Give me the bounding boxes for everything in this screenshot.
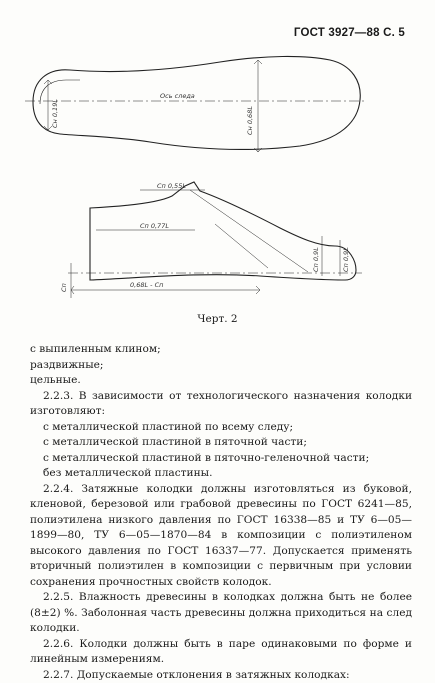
front-dim-label: Сн 0,68L <box>246 106 254 135</box>
paragraph-2-2-5: 2.2.5. Влажность древесины в колодках должна быть не более (8±2) %. Заболонная часть древесины должна приходиться на след колодки. <box>30 590 412 637</box>
toe-dim-label-right: Сп 0,9L <box>342 247 350 272</box>
inner-sole-line <box>40 80 80 104</box>
last-technical-drawing <box>0 0 435 310</box>
sole-outline <box>33 56 360 149</box>
page-header: ГОСТ 3927—88 С. 5 <box>294 27 405 39</box>
list-item: раздвижные; <box>30 358 412 374</box>
figure-caption: Черт. 2 <box>0 313 435 325</box>
heel-dim-label: Сн 0,19L <box>51 99 59 128</box>
list-item: цельные. <box>30 373 412 389</box>
top-view <box>25 56 365 152</box>
axis-label: Ось следа <box>160 92 195 100</box>
diag-dim-line-2 <box>215 224 268 268</box>
paragraph-2-2-7: 2.2.7. Допускаемые отклонения в затяжных колодках: <box>30 668 412 683</box>
paragraph-2-2-6: 2.2.6. Колодки должны быть в паре одинаковыми по форме и линейным измерениям. <box>30 637 412 668</box>
toe-dim-label-left: Сп 0,9L <box>312 247 320 272</box>
list-item: без металлической пластины. <box>30 466 412 482</box>
list-item: с выпиленным клином; <box>30 342 412 358</box>
left-vertical-label: Сп <box>60 283 68 292</box>
paragraph-2-2-3: 2.2.3. В зависимости от технологического назначения колодки изготовляют: <box>30 389 412 420</box>
mid-dim-label: Сп 0,77L <box>140 222 169 230</box>
paragraph-2-2-4: 2.2.4. Затяжные колодки должны изготовляться из буковой, кленовой, березовой или грабовой древесины по ГОСТ 6241—85, полиэтилена низкого давления по ГОСТ 16338—85 и ТУ 6—05—1899—80, ТУ 6—05—1870—84 в композиции с полиэтиленом высокого давления по ГОСТ 16337—77. Допускается применять вторичный полиэтилен в композиции с первичным при условии сохранения прочностных свойств колодок. <box>30 482 412 591</box>
side-view <box>68 182 362 298</box>
top-dim-label: Сп 0,55L <box>157 182 186 190</box>
list-item: с металлической пластиной в пяточной части; <box>30 435 412 451</box>
document-body <box>30 342 412 683</box>
diag-dim-line-1 <box>190 190 308 272</box>
list-item: с металлической пластиной по всему следу; <box>30 420 412 436</box>
list-item: с металлической пластиной в пяточно-геленочной части; <box>30 451 412 467</box>
bottom-dim-label: 0,68L - Сп <box>130 281 163 289</box>
